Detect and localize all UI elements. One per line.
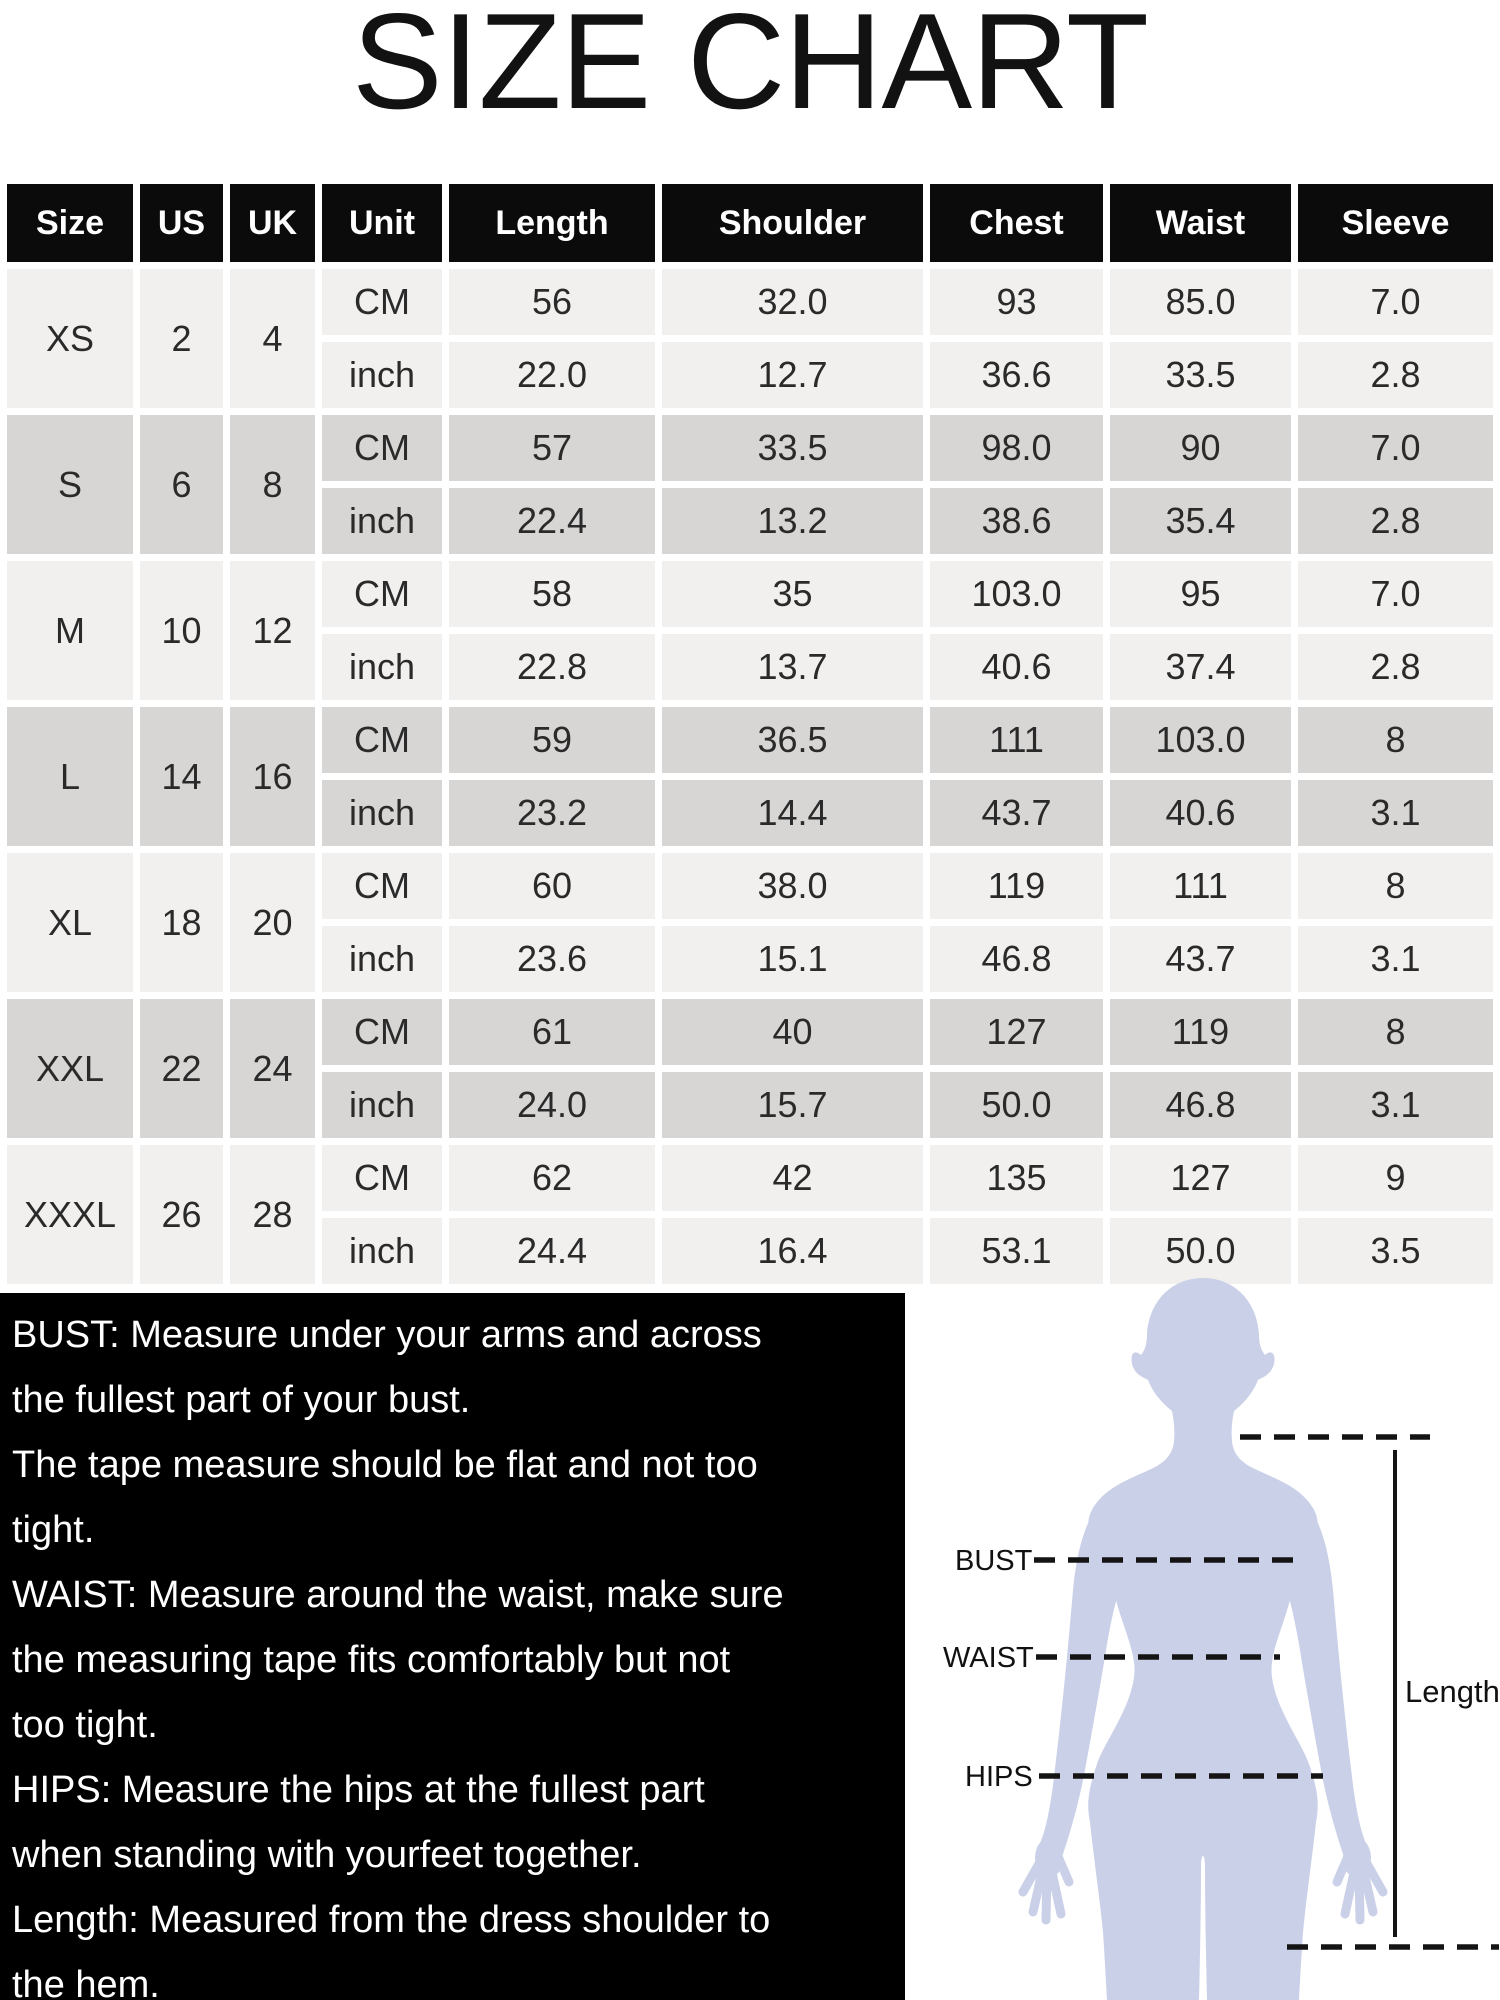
bottom-section xyxy=(0,1293,1500,2000)
value-cell: 35.4 xyxy=(1110,488,1291,554)
value-cell: 14.4 xyxy=(662,780,923,846)
value-cell: 24.0 xyxy=(449,1072,655,1138)
value-cell: 3.1 xyxy=(1298,1072,1493,1138)
instruction-line: the fullest part of your bust. xyxy=(12,1379,471,1421)
value-cell: 42 xyxy=(662,1145,923,1211)
value-cell: 95 xyxy=(1110,561,1291,627)
us-cell: 10 xyxy=(140,561,223,700)
body-measurement-figure xyxy=(905,1270,1500,2000)
uk-cell: 4 xyxy=(230,269,315,408)
value-cell: 24.4 xyxy=(449,1218,655,1284)
uk-cell: 24 xyxy=(230,999,315,1138)
header-us: US xyxy=(140,184,223,262)
header-unit: Unit xyxy=(322,184,442,262)
value-cell: 50.0 xyxy=(1110,1218,1291,1284)
value-cell: 8 xyxy=(1298,707,1493,773)
value-cell: 111 xyxy=(930,707,1103,773)
value-cell: 46.8 xyxy=(930,926,1103,992)
value-cell: 8 xyxy=(1298,853,1493,919)
table-row xyxy=(7,1145,1493,1211)
value-cell: 57 xyxy=(449,415,655,481)
waist-label: WAIST xyxy=(943,1642,1034,1674)
us-cell: 26 xyxy=(140,1145,223,1284)
table-row xyxy=(7,269,1493,335)
value-cell: 3.1 xyxy=(1298,780,1493,846)
unit-cell: inch xyxy=(322,926,442,992)
value-cell: 53.1 xyxy=(930,1218,1103,1284)
table-row xyxy=(7,561,1493,627)
page-title: SIZE CHART xyxy=(351,0,1149,137)
value-cell: 15.1 xyxy=(662,926,923,992)
header-sleeve: Sleeve xyxy=(1298,184,1493,262)
instruction-line: BUST: Measure under your arms and across xyxy=(12,1314,762,1356)
header-shoulder: Shoulder xyxy=(662,184,923,262)
instruction-line: Length: Measured from the dress shoulder to xyxy=(12,1899,771,1941)
value-cell: 37.4 xyxy=(1110,634,1291,700)
table-row xyxy=(7,707,1493,773)
us-cell: 22 xyxy=(140,999,223,1138)
value-cell: 32.0 xyxy=(662,269,923,335)
value-cell: 3.1 xyxy=(1298,926,1493,992)
value-cell: 111 xyxy=(1110,853,1291,919)
value-cell: 59 xyxy=(449,707,655,773)
bust-label: BUST xyxy=(955,1545,1033,1577)
value-cell: 62 xyxy=(449,1145,655,1211)
value-cell: 7.0 xyxy=(1298,561,1493,627)
value-cell: 22.4 xyxy=(449,488,655,554)
instruction-line: tight. xyxy=(12,1509,95,1551)
value-cell: 46.8 xyxy=(1110,1072,1291,1138)
instruction-line: The tape measure should be flat and not too xyxy=(12,1444,758,1486)
value-cell: 7.0 xyxy=(1298,415,1493,481)
unit-cell: CM xyxy=(322,999,442,1065)
unit-cell: CM xyxy=(322,561,442,627)
value-cell: 35 xyxy=(662,561,923,627)
value-cell: 15.7 xyxy=(662,1072,923,1138)
instruction-line: WAIST: Measure around the waist, make sure xyxy=(12,1574,784,1616)
size-cell: XS xyxy=(7,269,133,408)
uk-cell: 8 xyxy=(230,415,315,554)
us-cell: 2 xyxy=(140,269,223,408)
value-cell: 12.7 xyxy=(662,342,923,408)
table-header-row xyxy=(7,184,1493,262)
unit-cell: inch xyxy=(322,342,442,408)
value-cell: 23.6 xyxy=(449,926,655,992)
value-cell: 2.8 xyxy=(1298,634,1493,700)
unit-cell: CM xyxy=(322,707,442,773)
value-cell: 119 xyxy=(930,853,1103,919)
size-cell: S xyxy=(7,415,133,554)
value-cell: 3.5 xyxy=(1298,1218,1493,1284)
unit-cell: inch xyxy=(322,1072,442,1138)
value-cell: 119 xyxy=(1110,999,1291,1065)
value-cell: 9 xyxy=(1298,1145,1493,1211)
value-cell: 127 xyxy=(930,999,1103,1065)
value-cell: 40.6 xyxy=(1110,780,1291,846)
table-row xyxy=(7,415,1493,481)
value-cell: 103.0 xyxy=(1110,707,1291,773)
size-table xyxy=(0,177,1500,1291)
table-row xyxy=(7,999,1493,1065)
value-cell: 16.4 xyxy=(662,1218,923,1284)
uk-cell: 16 xyxy=(230,707,315,846)
value-cell: 98.0 xyxy=(930,415,1103,481)
unit-cell: CM xyxy=(322,415,442,481)
value-cell: 33.5 xyxy=(1110,342,1291,408)
value-cell: 23.2 xyxy=(449,780,655,846)
value-cell: 40.6 xyxy=(930,634,1103,700)
value-cell: 2.8 xyxy=(1298,342,1493,408)
instruction-line: the hem. xyxy=(12,1964,160,2000)
us-cell: 18 xyxy=(140,853,223,992)
body-silhouette xyxy=(1088,1278,1318,2000)
figure-panel xyxy=(905,1293,1500,2000)
size-cell: XL xyxy=(7,853,133,992)
value-cell: 135 xyxy=(930,1145,1103,1211)
header-length: Length xyxy=(449,184,655,262)
unit-cell: inch xyxy=(322,634,442,700)
value-cell: 93 xyxy=(930,269,1103,335)
length-label: Length xyxy=(1405,1674,1500,1709)
value-cell: 8 xyxy=(1298,999,1493,1065)
unit-cell: CM xyxy=(322,853,442,919)
header-chest: Chest xyxy=(930,184,1103,262)
size-cell: M xyxy=(7,561,133,700)
size-cell: XXL xyxy=(7,999,133,1138)
value-cell: 43.7 xyxy=(930,780,1103,846)
value-cell: 40 xyxy=(662,999,923,1065)
uk-cell: 12 xyxy=(230,561,315,700)
unit-cell: CM xyxy=(322,1145,442,1211)
unit-cell: inch xyxy=(322,488,442,554)
value-cell: 22.0 xyxy=(449,342,655,408)
us-cell: 6 xyxy=(140,415,223,554)
value-cell: 13.7 xyxy=(662,634,923,700)
header-waist: Waist xyxy=(1110,184,1291,262)
size-cell: XXXL xyxy=(7,1145,133,1284)
value-cell: 33.5 xyxy=(662,415,923,481)
value-cell: 56 xyxy=(449,269,655,335)
value-cell: 50.0 xyxy=(930,1072,1103,1138)
value-cell: 38.6 xyxy=(930,488,1103,554)
value-cell: 90 xyxy=(1110,415,1291,481)
value-cell: 61 xyxy=(449,999,655,1065)
header-size: Size xyxy=(7,184,133,262)
value-cell: 2.8 xyxy=(1298,488,1493,554)
value-cell: 103.0 xyxy=(930,561,1103,627)
value-cell: 22.8 xyxy=(449,634,655,700)
header-uk: UK xyxy=(230,184,315,262)
instruction-line: the measuring tape fits comfortably but not xyxy=(12,1639,731,1681)
value-cell: 85.0 xyxy=(1110,269,1291,335)
value-cell: 60 xyxy=(449,853,655,919)
instruction-line: HIPS: Measure the hips at the fullest part xyxy=(12,1769,705,1811)
value-cell: 38.0 xyxy=(662,853,923,919)
value-cell: 7.0 xyxy=(1298,269,1493,335)
unit-cell: CM xyxy=(322,269,442,335)
value-cell: 58 xyxy=(449,561,655,627)
value-cell: 127 xyxy=(1110,1145,1291,1211)
value-cell: 43.7 xyxy=(1110,926,1291,992)
value-cell: 36.6 xyxy=(930,342,1103,408)
value-cell: 36.5 xyxy=(662,707,923,773)
uk-cell: 28 xyxy=(230,1145,315,1284)
uk-cell: 20 xyxy=(230,853,315,992)
size-cell: L xyxy=(7,707,133,846)
instruction-line: too tight. xyxy=(12,1704,158,1746)
us-cell: 14 xyxy=(140,707,223,846)
unit-cell: inch xyxy=(322,1218,442,1284)
unit-cell: inch xyxy=(322,780,442,846)
hips-label: HIPS xyxy=(965,1761,1033,1793)
instruction-line: when standing with yourfeet together. xyxy=(12,1834,642,1876)
table-row xyxy=(7,853,1493,919)
measuring-instructions-panel xyxy=(0,1293,905,2000)
value-cell: 13.2 xyxy=(662,488,923,554)
